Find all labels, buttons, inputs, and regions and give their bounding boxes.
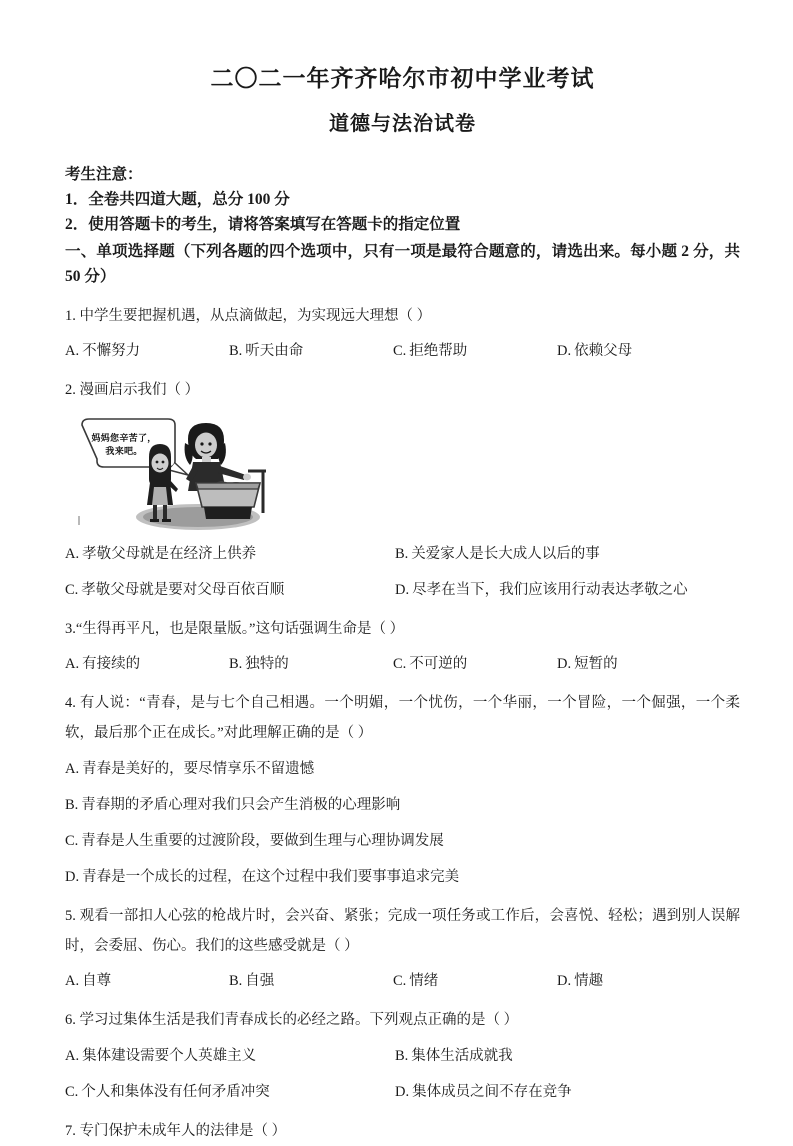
option-text: 不可逆的 — [409, 655, 468, 672]
option-letter: B. — [395, 1047, 409, 1064]
option-6-a[interactable] — [65, 1041, 395, 1071]
question-options-6-row1 — [65, 1041, 740, 1071]
option-text: 有接续的 — [82, 655, 141, 672]
page-title: 二〇二一年齐齐哈尔市初中学业考试 — [210, 66, 595, 91]
option-4-a[interactable] — [65, 754, 740, 784]
cartoon-figure — [70, 413, 285, 533]
option-letter: C. — [65, 1083, 79, 1100]
question-options-1 — [65, 336, 740, 366]
candidate-notice — [65, 162, 740, 237]
option-letter: B. — [229, 655, 243, 672]
question-stem-2: 2. 漫画启示我们（ ） — [65, 381, 200, 398]
option-2-a[interactable] — [65, 539, 395, 569]
option-letter: C. — [65, 581, 79, 598]
option-letter: D. — [395, 1083, 410, 1100]
option-text: 情绪 — [409, 972, 439, 989]
option-letter: A. — [65, 760, 80, 777]
option-2-d[interactable] — [395, 575, 740, 605]
option-2-c[interactable] — [65, 575, 395, 605]
option-text: 青春是人生重要的过渡阶段，要做到生理与心理协调发展 — [81, 832, 444, 849]
option-1-a[interactable] — [65, 336, 229, 366]
cartoon-illustration — [70, 413, 285, 533]
option-1-c[interactable] — [393, 336, 557, 366]
option-letter: D. — [557, 655, 572, 672]
option-6-c[interactable] — [65, 1077, 395, 1107]
option-letter: C. — [65, 832, 79, 849]
option-letter: C. — [393, 342, 407, 359]
question-stem-1: 1. 中学生要把握机遇，从点滴做起，为实现远大理想（ ） — [65, 307, 432, 324]
option-letter: A. — [65, 972, 80, 989]
question-stem-3: 3.“生得再平凡，也是限量版。”这句话强调生命是（ ） — [65, 620, 405, 637]
question-stem-7: 7. 专门保护未成年人的法律是（ ） — [65, 1122, 287, 1139]
option-text: 尽孝在当下，我们应该用行动表达孝敬之心 — [412, 581, 688, 598]
option-letter: D. — [65, 868, 80, 885]
option-3-d[interactable] — [557, 649, 740, 679]
question-options-5 — [65, 966, 740, 996]
option-text: 情趣 — [574, 972, 604, 989]
option-text: 集体生活成就我 — [411, 1047, 513, 1064]
option-text: 独特的 — [245, 655, 289, 672]
option-4-b[interactable] — [65, 790, 740, 820]
option-text: 自强 — [245, 972, 275, 989]
option-5-b[interactable] — [229, 966, 393, 996]
option-text: 青春是一个成长的过程，在这个过程中我们要事事追求完美 — [82, 868, 460, 885]
option-text: 集体建设需要个人英雄主义 — [82, 1047, 257, 1064]
option-text: 短暂的 — [574, 655, 618, 672]
option-letter: A. — [65, 342, 80, 359]
scan-artifact — [78, 516, 80, 525]
option-text: 个人和集体没有任何矛盾冲突 — [81, 1083, 270, 1100]
question-stem-4: 4. 有人说：“青春，是与七个自己相遇。一个明媚，一个忧伤，一个华丽，一个冒险，一个倔强，一个柔软，最后那个正在成长。”对此理解正确的是（ ） — [65, 694, 740, 741]
option-letter: A. — [65, 545, 80, 562]
notice-heading: 考生注意： — [65, 165, 143, 183]
notice-item-1: 1．全卷共四道大题，总分 100 分 — [65, 190, 290, 208]
option-letter: C. — [393, 655, 407, 672]
option-text: 关爱家人是长大成人以后的事 — [411, 545, 600, 562]
option-6-b[interactable] — [395, 1041, 740, 1071]
option-1-d[interactable] — [557, 336, 740, 366]
option-2-b[interactable] — [395, 539, 740, 569]
option-4-d[interactable] — [65, 862, 740, 892]
option-4-c[interactable] — [65, 826, 740, 856]
option-1-b[interactable] — [229, 336, 393, 366]
page-subtitle: 道德与法治试卷 — [329, 112, 476, 135]
option-letter: B. — [65, 796, 79, 813]
question-options-2-row1 — [65, 539, 740, 569]
question-options-6-row2 — [65, 1077, 740, 1107]
option-text: 孝敬父母就是在经济上供养 — [82, 545, 257, 562]
option-letter: C. — [393, 972, 407, 989]
question-options-2-row2 — [65, 575, 740, 605]
option-text: 自尊 — [82, 972, 112, 989]
option-letter: B. — [229, 342, 243, 359]
option-3-a[interactable] — [65, 649, 229, 679]
option-letter: D. — [557, 342, 572, 359]
question-stem-6: 6. 学习过集体生活是我们青春成长的必经之路。下列观点正确的是（ ） — [65, 1011, 519, 1028]
option-letter: B. — [395, 545, 409, 562]
option-letter: D. — [557, 972, 572, 989]
option-text: 依赖父母 — [574, 342, 633, 359]
notice-item-2: 2．使用答题卡的考生，请将答案填写在答题卡的指定位置 — [65, 215, 461, 233]
question-options-3 — [65, 649, 740, 679]
option-5-a[interactable] — [65, 966, 229, 996]
option-text: 青春是美好的，要尽情享乐不留遗憾 — [82, 760, 315, 777]
option-letter: A. — [65, 655, 80, 672]
speech-bubble-text: 妈妈您辛苦了，我来吧。 — [91, 432, 157, 456]
question-stem-5: 5. 观看一部扣人心弦的枪战片时，会兴奋、紧张；完成一项任务或工作后，会喜悦、轻松；遇到别人误解时，会委屈、伤心。我们的这些感受就是（ ） — [65, 907, 740, 954]
option-text: 听天由命 — [245, 342, 304, 359]
option-text: 孝敬父母就是要对父母百依百顺 — [81, 581, 285, 598]
section-heading-multiple-choice: 一、单项选择题（下列各题的四个选项中，只有一项是最符合题意的，请选出来。每小题 2 分，共 50 分） — [65, 242, 740, 285]
question-options-4 — [65, 754, 740, 892]
option-letter: D. — [395, 581, 410, 598]
option-6-d[interactable] — [395, 1077, 740, 1107]
option-text: 拒绝帮助 — [409, 342, 468, 359]
option-3-c[interactable] — [393, 649, 557, 679]
option-letter: B. — [229, 972, 243, 989]
option-5-c[interactable] — [393, 966, 557, 996]
option-text: 集体成员之间不存在竞争 — [412, 1083, 572, 1100]
option-5-d[interactable] — [557, 966, 740, 996]
option-text: 不懈努力 — [82, 342, 141, 359]
option-3-b[interactable] — [229, 649, 393, 679]
option-text: 青春期的矛盾心理对我们只会产生消极的心理影响 — [81, 796, 401, 813]
option-letter: A. — [65, 1047, 80, 1064]
